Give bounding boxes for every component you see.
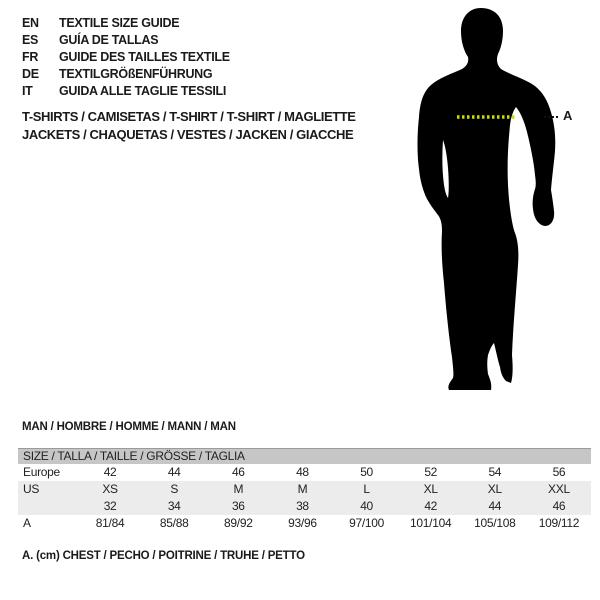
size-cell: M: [233, 482, 244, 496]
list-item: [22, 15, 230, 32]
language-guide-list: [22, 15, 230, 100]
size-cell: 81/84: [95, 516, 125, 530]
size-cell: XL: [487, 482, 502, 496]
size-cell: 36: [231, 499, 245, 513]
size-cell: M: [297, 482, 308, 496]
size-cell: 48: [296, 465, 309, 479]
size-cell: 44: [488, 499, 502, 513]
size-cell: 93/96: [288, 516, 317, 530]
size-table: [18, 448, 591, 532]
size-cell: 105/108: [474, 516, 516, 530]
size-cell: 42: [424, 499, 438, 513]
size-cell: XL: [423, 482, 438, 496]
list-item: [22, 83, 230, 100]
language-code: FR: [22, 50, 39, 64]
man-silhouette-svg: [395, 5, 580, 390]
row-label: US: [23, 482, 40, 496]
list-item: [22, 32, 230, 49]
language-code: DE: [22, 67, 39, 81]
table-row-europe: [18, 464, 591, 481]
list-item: [22, 66, 230, 83]
row-label: A: [23, 516, 31, 530]
size-cell: 50: [360, 465, 373, 479]
row-label: Europe: [23, 465, 60, 479]
table-row-us-numeric: [18, 498, 591, 515]
language-code: ES: [22, 33, 39, 47]
size-table-header: SIZE / TALLA / TAILLE / GRÖSSE / TAGLIA: [18, 448, 591, 464]
size-cell: 44: [167, 465, 181, 479]
size-cell: 109/112: [538, 516, 580, 530]
section-title-man: MAN / HOMBRE / HOMME / MANN / MAN: [22, 421, 236, 433]
language-code: EN: [22, 16, 39, 30]
guide-title: GUIDA ALLE TAGLIE TESSILI: [59, 84, 227, 98]
size-cell: 56: [552, 465, 566, 479]
size-cell: 40: [360, 499, 373, 513]
size-cell: XS: [102, 482, 118, 496]
man-silhouette-figure: [395, 5, 580, 390]
measurement-footnote: A. (cm) CHEST / PECHO / POITRINE / TRUHE / PETTO: [22, 550, 305, 562]
size-cell: 97/100: [349, 516, 385, 530]
size-cell: 52: [424, 465, 438, 479]
size-cell: 46: [231, 465, 245, 479]
garment-line-jackets: JACKETS / CHAQUETAS / VESTES / JACKEN / GIACCHE: [22, 127, 354, 142]
guide-title: GUÍA DE TALLAS: [59, 33, 159, 47]
size-cell: L: [363, 482, 370, 496]
man-silhouette-path: [418, 8, 556, 390]
size-cell: 32: [103, 499, 117, 513]
list-item: [22, 49, 230, 66]
guide-title: TEXTILE SIZE GUIDE: [59, 16, 180, 30]
size-cell: 34: [167, 499, 181, 513]
language-code: IT: [22, 84, 33, 98]
table-row-us: [18, 481, 591, 498]
row-label: [18, 498, 78, 515]
garment-line-tshirts: T-SHIRTS / CAMISETAS / T-SHIRT / T-SHIRT / MAGLIETTE: [22, 109, 356, 124]
measure-label-a: A: [563, 108, 573, 123]
size-cell: 42: [103, 465, 117, 479]
measure-connector-dashes: [544, 116, 560, 118]
size-cell: XXL: [548, 482, 570, 496]
size-cell: 85/88: [159, 516, 189, 530]
guide-title: GUIDE DES TAILLES TEXTILE: [59, 50, 230, 64]
size-cell: 54: [488, 465, 502, 479]
table-row-chest: [18, 515, 591, 532]
guide-title: TEXTILGRÖßENFÜHRUNG: [59, 67, 213, 81]
garment-types: [22, 108, 356, 144]
size-cell: 101/104: [410, 516, 452, 530]
size-cell: 38: [296, 499, 309, 513]
size-cell: 89/92: [224, 516, 253, 530]
size-cell: S: [170, 482, 179, 496]
size-cell: 46: [552, 499, 566, 513]
